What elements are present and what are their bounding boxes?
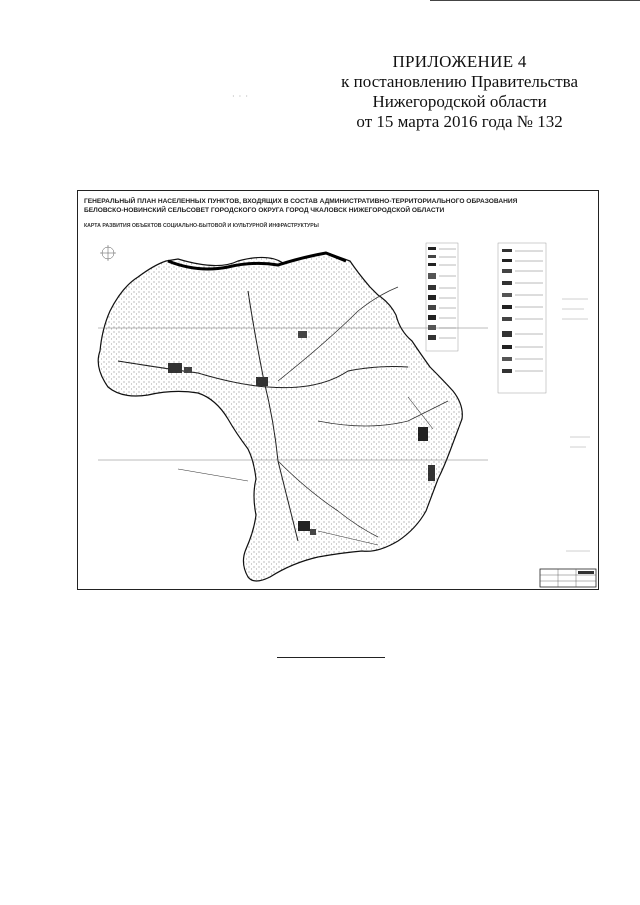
appendix-line-2: Нижегородской области (372, 92, 547, 111)
settlement-north (298, 331, 307, 338)
title-block-stamp (540, 569, 596, 587)
separator-line (277, 657, 385, 658)
callout-line-southwest (178, 469, 248, 481)
side-notes (562, 299, 590, 551)
map-title-line-1: ГЕНЕРАЛЬНЫЙ ПЛАН НАСЕЛЕННЫХ ПУНКТОВ, ВХОДЯЩИХ В СОСТАВ АДМИНИСТРАТИВНО-ТЕРРИТОРИАЛЬНОГО ОБРАЗОВАНИЯ (84, 198, 518, 205)
legend-right (498, 243, 546, 393)
appendix-heading: ПРИЛОЖЕНИЕ 4 (392, 52, 527, 71)
map-title-line-2: БЕЛОВСКО-НОВИНСКИЙ СЕЛЬСОВЕТ ГОРОДСКОГО ОКРУГА ГОРОД ЧКАЛОВСК НИЖЕГОРОДСКОЙ ОБЛАСТИ (84, 207, 445, 214)
map-sheet (77, 190, 599, 590)
territory-map (78, 191, 600, 591)
top-edge-line (430, 0, 640, 1)
appendix-line-3: от 15 марта 2016 года № 132 (356, 112, 563, 131)
settlement-center (256, 377, 268, 386)
compass-icon (100, 245, 116, 261)
territory-outline (98, 253, 462, 581)
map-subtitle: КАРТА РАЗВИТИЯ ОБЪЕКТОВ СОЦИАЛЬНО-БЫТОВОЙ И КУЛЬТУРНОЙ ИНФРАСТРУКТУРЫ (84, 223, 319, 229)
scan-artifact: · · · (232, 92, 249, 101)
appendix-block (341, 52, 578, 132)
legend-left (426, 243, 458, 351)
appendix-line-1: к постановлению Правительства (341, 72, 578, 91)
